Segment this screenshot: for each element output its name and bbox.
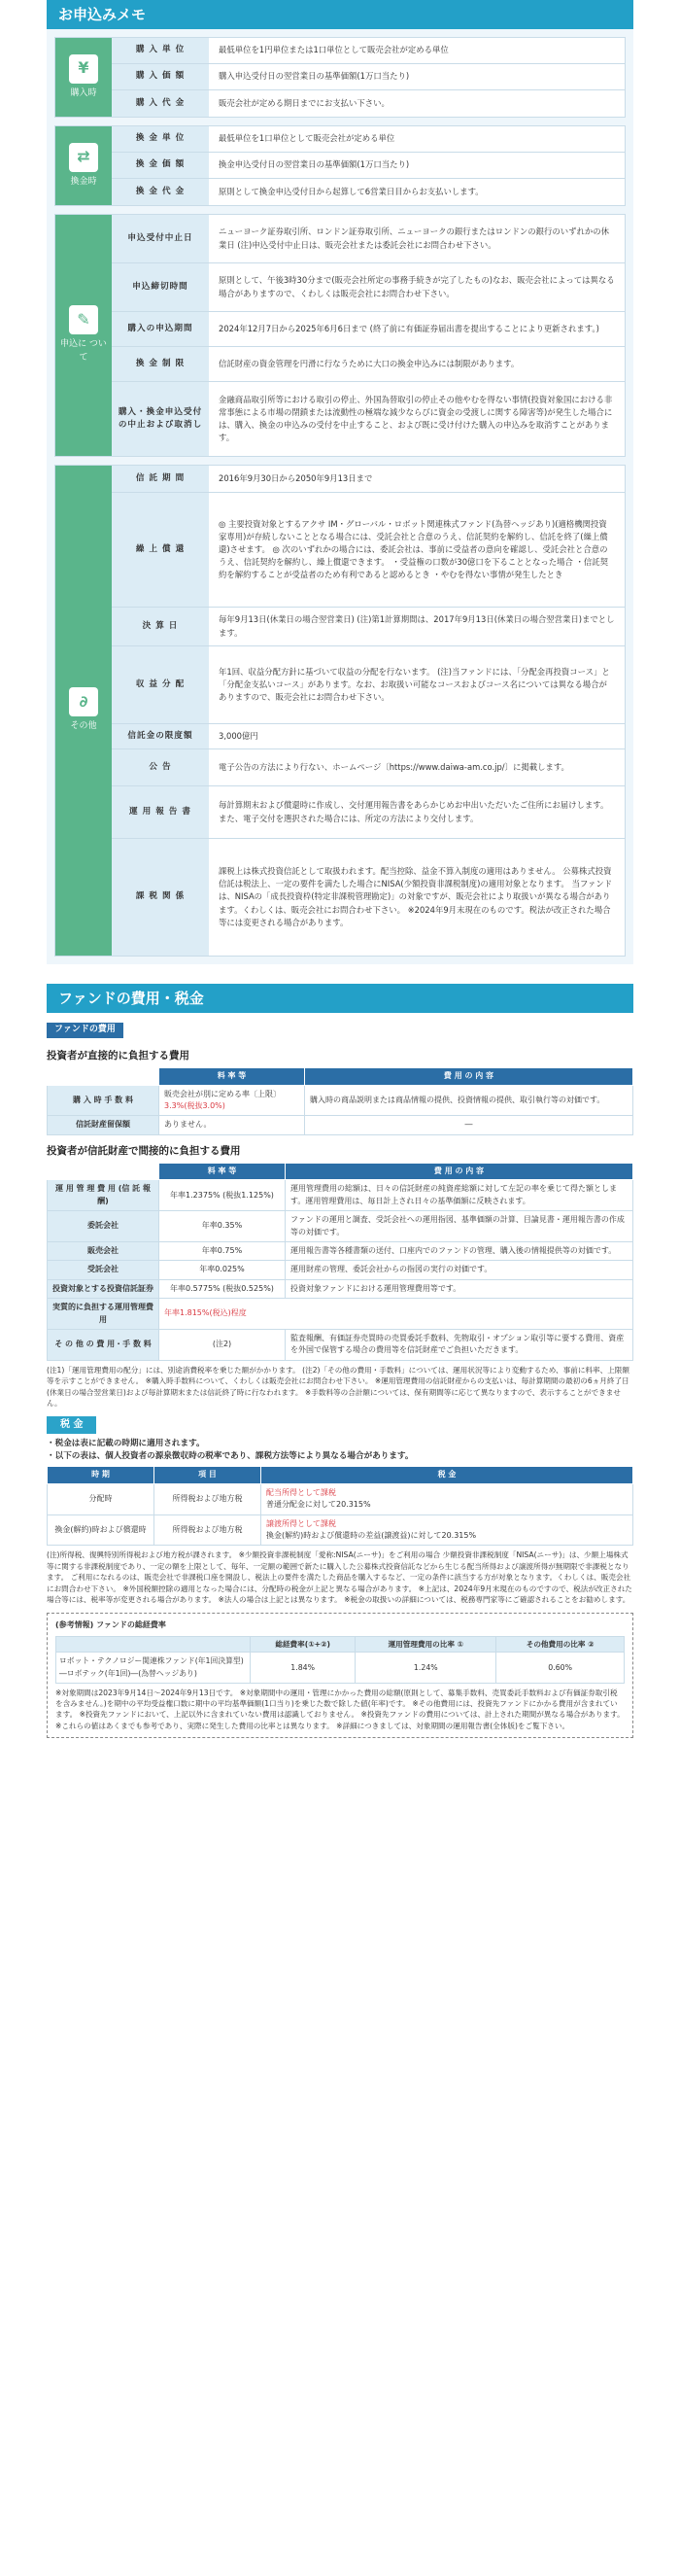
row-label: 換 金 単 位 (112, 126, 209, 152)
cell-key: 受託会社 (48, 1261, 159, 1279)
purchase-side-label: 購入時 (70, 87, 97, 98)
row-label: 繰 上 償 還 (112, 493, 209, 607)
cell-desc: 運用財産の管理、委託会社からの指図の実行の対価です。 (286, 1261, 633, 1279)
cell-desc: 監査報酬、有価証券売買時の売買委託手数料、先物取引・オプション取引等に要する費用、資産を外国で保管する場合の費用等を信託財産でご負担いただきます。 (286, 1329, 633, 1360)
row-value: 信託財産の資金管理を円滑に行なうために大口の換金申込みには制限があります。 (219, 358, 520, 368)
tax-text: 普通分配金に対して20.315% (266, 1500, 371, 1510)
paperclip-icon: ∂ (69, 687, 98, 716)
tax-lead-1: ・税金は表に記載の時期に適用されます。 (47, 1438, 205, 1448)
row-value: 購入申込受付日の翌営業日の基準価額(1万口当たり) (219, 71, 410, 82)
tax-lead-2: ・以下の表は、個人投資者の源泉徴収時の税率であり、課税方法等により異なる場合があります。 (47, 1451, 414, 1462)
row-label: 購入の申込期間 (112, 312, 209, 346)
cell-key: 販売会社 (48, 1241, 159, 1260)
tax-red: 譲渡所得として課税 (266, 1518, 336, 1528)
row-value: 最低単位を1口単位として販売会社が定める単位 (219, 133, 395, 144)
cell-when: 分配時 (48, 1483, 154, 1514)
ref-title: (参考情報) ファンドの総経費率 (55, 1620, 166, 1630)
cart-icon: ¥ (69, 54, 98, 84)
other-side-label: その他 (70, 721, 97, 732)
fund-name: ロボット・テクノロジー関連株ファンド(年1回決算型) ―ロボテック(年1回)―(為替ヘッジあり) (56, 1653, 251, 1683)
row-label: 課 税 関 係 (112, 839, 209, 956)
cell-rate: (注2) (159, 1329, 286, 1360)
mgmt-ratio: 1.24% (356, 1653, 496, 1683)
exchange-icon: ⇄ (69, 143, 98, 172)
rate-text: 販売会社が別に定める率〔上限〕 (164, 1089, 281, 1098)
expense-ratio-box (47, 1613, 633, 1738)
row-value: 毎年9月13日(休業日の場合翌営業日) (注)第1計算期間は、2017年9月13日(休業日の場合翌営業日)までとします。 (219, 614, 615, 638)
cell-key: 実質的に負担する運用管理費用 (48, 1299, 159, 1330)
row-label: 公 告 (112, 749, 209, 785)
table-row (48, 1279, 633, 1298)
fees-tag: ファンドの費用 (47, 1023, 123, 1038)
tax-table (47, 1466, 633, 1546)
memo-body (47, 29, 633, 964)
tax-text: 換金(解約)時および償還時の差益(譲渡益)に対して20.315% (266, 1530, 477, 1540)
cell-desc: 投資対象ファンドにおける運用管理費用等です。 (286, 1279, 633, 1298)
table-row (48, 1299, 633, 1330)
redeem-block (54, 125, 626, 206)
row-value: 販売会社が定める期日までにお支払い下さい。 (219, 97, 390, 108)
col-header: 税 金 (261, 1467, 633, 1483)
tax-red: 配当所得として課税 (266, 1487, 336, 1497)
other-side (55, 466, 112, 956)
col-header (56, 1636, 251, 1653)
row-value: 2016年9月30日から2050年9月13日まで (219, 472, 373, 483)
total-ratio: 1.84% (251, 1653, 356, 1683)
cell-desc: ― (305, 1116, 633, 1134)
tax-tag: 税 金 (47, 1416, 96, 1434)
cell-tax (261, 1483, 633, 1514)
col-header: 総経費率(①+②) (251, 1636, 356, 1653)
memo-title: お申込みメモ (47, 0, 633, 29)
row-label: 決 算 日 (112, 608, 209, 645)
apply-block (54, 214, 626, 457)
row-value: 年1回、収益分配方針に基づいて収益の分配を行ないます。 (注)当ファンドには、「分配金再投資コース」と「分配金支払いコース」があります。なお、お取扱い可能なコースおよびコース名については異なる場合がありますので、販売会社にお問合わせ下さい。 (219, 666, 610, 702)
redeem-side-label: 換金時 (70, 176, 97, 187)
row-label: 購入・換金申込受付の中止および取消し (112, 382, 209, 456)
row-value: ◎ 主要投資対象とするアクサ IM・グローバル・ロボット関連株式ファンド(為替ヘッジあり)(適格機関投資家専用)が存続しないこととなる場合には、受託会社と合意のうえ、信託契約を解約し、信託を終了(繰上償還)させます。 ◎ 次のいずれかの場合には、委託会社は、事前に受益者の意向を確認し、受託会社と合意のうえ、信託契約を解約し、繰上償還できます。 ・受益権の口数が30億口を下ることとなった場合 ・信託契約を解約することが受益者のため有利であると認めるとき ・やむを得ない事情が発生したとき (219, 518, 609, 580)
cell-key: 購 入 時 手 数 料 (48, 1085, 159, 1116)
table-row (48, 1514, 633, 1546)
row-label: 収 益 分 配 (112, 646, 209, 723)
row-value: 換金申込受付日の翌営業日の基準価額(1万口当たり) (219, 159, 410, 170)
pencil-icon: ✎ (69, 305, 98, 334)
table-row (48, 1241, 633, 1260)
row-value: 3,000億円 (219, 731, 258, 741)
table-row (48, 1329, 633, 1360)
rate-red: 3.3%(税抜3.0%) (164, 1100, 225, 1110)
table-row (48, 1116, 633, 1134)
row-value: 課税上は株式投資信託として取扱われます。配当控除、益金不算入制度の適用はありません。 公募株式投資信託は税法上、一定の要件を満たした場合にNISA(少額投資非課税制度)の適用対象となります。 当ファンドは、NISAの「成長投資枠(特定非課税管理勘定)」の対象ですが、販売会社により取扱いが異なる場合があります。くわしくは、販売会社にお問合わせ下さい。 ※2024年9月末現在のものです。税法が改正された場合等には変更される場合があります。 (219, 866, 613, 927)
col-header: 料 率 等 (159, 1068, 305, 1085)
col-header: 時 期 (48, 1467, 154, 1483)
table-row (48, 1483, 633, 1514)
col-header: 項 目 (154, 1467, 261, 1483)
col-header: 費 用 の 内 容 (286, 1164, 633, 1180)
cell-item: 所得税および地方税 (154, 1514, 261, 1546)
row-value: 電子公告の方法により行ない、ホームページ〔https://www.daiwa-am.co.jp/〕に掲載します。 (219, 761, 569, 772)
other-ratio: 0.60% (496, 1653, 625, 1683)
col-header: その他費用の比率 ② (496, 1636, 625, 1653)
apply-side-label: 申込に ついて (60, 339, 107, 363)
cell-rate: 年率1.815%(税込)程度 (159, 1299, 633, 1330)
cell-tax (261, 1514, 633, 1546)
cell-key: 委託会社 (48, 1211, 159, 1242)
row-label: 信託金の限度額 (112, 724, 209, 748)
cell-key: 投資対象とする投資信託証券 (48, 1279, 159, 1298)
indirect-fees-table (47, 1163, 633, 1361)
col-header: 費 用 の 内 容 (305, 1068, 633, 1085)
cell-desc: ファンドの運用と調査、受託会社への運用指図、基準価額の計算、目論見書・運用報告書の作成等の対価です。 (286, 1211, 633, 1242)
row-label: 信 託 期 間 (112, 466, 209, 492)
cell-rate: 年率1.2375% (税抜1.125%) (159, 1180, 286, 1211)
purchase-side (55, 38, 112, 117)
table-row (48, 1180, 633, 1211)
redeem-side (55, 126, 112, 205)
table-row (56, 1653, 625, 1683)
other-block (54, 465, 626, 957)
col-header: 運用管理費用の比率 ① (356, 1636, 496, 1653)
table-row (48, 1211, 633, 1242)
row-value: 金融商品取引所等における取引の停止、外国為替取引の停止その他やむを得ない事情(投資対象国における非常事態による市場の閉鎖または流動性の極端な減少ならびに資金の受渡しに関する障害等)が発生した場合には、購入、換金の申込みの受付を中止すること、および既に受け付けた購入の申込みを取消すことがあります。 (219, 394, 613, 443)
row-label: 購 入 単 位 (112, 38, 209, 63)
row-value: 原則として、午後3時30分まで(販売会社所定の事務手続きが完了したもの)なお、販売会社によっては異なる場合がありますので、くわしくは販売会社にお問合わせ下さい。 (219, 275, 615, 298)
row-value: 最低単位を1円単位または1口単位として販売会社が定める単位 (219, 45, 449, 55)
row-value: ニューヨーク証券取引所、ロンドン証券取引所、ニューヨークの銀行またはロンドンの銀行のいずれかの休業日 (注)申込受付中止日は、販売会社または委託会社にお問合わせ下さい。 (219, 226, 609, 250)
tax-notes: (注)所得税、復興特別所得税および地方税が課されます。 ※少額投資非課税制度「愛称:NISA(ニーサ)」をご利用の場合 少額投資非課税制度「NISA(ニーサ)」は、少額上場株式等に関する非課税制度であり、一定の額を上限として、毎年、一定額の範囲で新たに購入した公募株式投資信託などから生じる配当所得および譲渡所得が無期限で非課税となります。 ご利用になれるのは、販売会社で非課税口座を開設し、税法上の要件を満たした商品を購入するなど、一定の条件に該当する方が対象となります。くわしくは、販売会社にお問合わせ下さい。 ※外国税額控除の適用となった場合には、分配時の税金が上記と異なる場合があります。 ※上記は、2024年9月末現在のものですので、税法が改正された場合等には、税率等が変更される場合があります。 ※法人の場合は上記とは異なります。 ※税金の取扱いの詳細については、税務専門家等にご確認されることをお勧めします。 (47, 1550, 632, 1604)
indirect-fees-heading: 投資者が信託財産で間接的に負担する費用 (47, 1144, 241, 1157)
col-header: 料 率 等 (159, 1164, 286, 1180)
row-label: 購 入 価 額 (112, 64, 209, 89)
row-label: 運 用 報 告 書 (112, 786, 209, 838)
cell-rate: ありません。 (159, 1116, 305, 1134)
row-label: 換 金 代 金 (112, 179, 209, 205)
cell-rate: 年率0.5775% (税抜0.525%) (159, 1279, 286, 1298)
row-label: 申込受付中止日 (112, 215, 209, 262)
ref-notes: ※対象期間は2023年9月14日～2024年9月13日です。 ※対象期間中の運用・管理にかかった費用の総額(原則として、募集手数料、売買委託手数料および有価証券取引税を含みません。)を期中の平均受益権口数に期中の平均基準価額(1口当り)を乗じた数で除した値(年率)です。 ※その他費用には、投資先ファンドにかかる費用が含まれています。 ※投資先ファンドにおいて、上記以外に含まれていない費用は認識しておりません。 ※投資先ファンドの費用については、計上された期間が異なる場合があります。 ※これらの値はあくまでも参考であり、実際に発生した費用の比率とは異なります。 ※詳細につきましては、対象期間の運用報告書(全体版)をご覧下さい。 (55, 1688, 625, 1730)
cell-rate: 年率0.75% (159, 1241, 286, 1260)
cell-key: 信託財産留保額 (48, 1116, 159, 1134)
apply-side (55, 215, 112, 456)
cell-rate: 年率0.35% (159, 1211, 286, 1242)
cell-rate (159, 1085, 305, 1116)
row-label: 申込締切時間 (112, 263, 209, 311)
row-value: 原則として換金申込受付日から起算して6営業日目からお支払いします。 (219, 186, 484, 196)
row-value: 毎計算期末および償還時に作成し、交付運用報告書をあらかじめお申出いただいたご住所にお届けします。 また、電子交付を選択された場合には、所定の方法により交付します。 (219, 800, 609, 823)
row-label: 購 入 代 金 (112, 90, 209, 117)
direct-fees-table (47, 1067, 633, 1135)
cell-item: 所得税および地方税 (154, 1483, 261, 1514)
cell-desc: 購入時の商品説明または商品情報の提供、投資情報の提供、取引執行等の対価です。 (305, 1085, 633, 1116)
row-value: 2024年12月7日から2025年6月6日まで (終了前に有価証券届出書を提出することにより更新されます。) (219, 323, 599, 333)
cell-key: 運 用 管 理 費 用 (信 託 報 酬) (48, 1180, 159, 1211)
cell-key: そ の 他 の 費 用・手 数 料 (48, 1329, 159, 1360)
table-row (48, 1085, 633, 1116)
cell-when: 換金(解約)時および償還時 (48, 1514, 154, 1546)
table-row (48, 1261, 633, 1279)
expense-ratio-table (55, 1636, 625, 1684)
row-label: 換 金 価 額 (112, 153, 209, 178)
fees-title: ファンドの費用・税金 (47, 984, 633, 1013)
direct-fees-heading: 投資者が直接的に負担する費用 (47, 1049, 189, 1062)
cell-desc: 運用報告書等各種書類の送付、口座内でのファンドの管理、購入後の情報提供等の対価です。 (286, 1241, 633, 1260)
purchase-block (54, 37, 626, 118)
row-label: 換 金 制 限 (112, 347, 209, 381)
fees-body (47, 1013, 633, 1742)
cell-desc: 運用管理費用の総額は、日々の信託財産の純資産総額に対して左記の率を乗じて得た額とします。運用管理費用は、毎日計上され日々の基準価額に反映されます。 (286, 1180, 633, 1211)
fees-notes: (注1)「運用管理費用の配分」には、別途消費税率を乗じた額がかかります。 (注2)「その他の費用・手数料」については、運用状況等により変動するため、事前に料率、上限額等を示すことができません。 ※購入時手数料について、くわしくは販売会社にお問合わせ下さい。 ※運用管理費用の信託財産からの支払いは、毎計算期間の最初の6ヵ月終了日(休業日の場合翌営業日)および毎計算期末または信託終了時に行なわれます。 ※手数料等の合計額については、保有期間等に応じて異なりますので、表示することができません。 (47, 1365, 629, 1408)
cell-rate: 年率0.025% (159, 1261, 286, 1279)
